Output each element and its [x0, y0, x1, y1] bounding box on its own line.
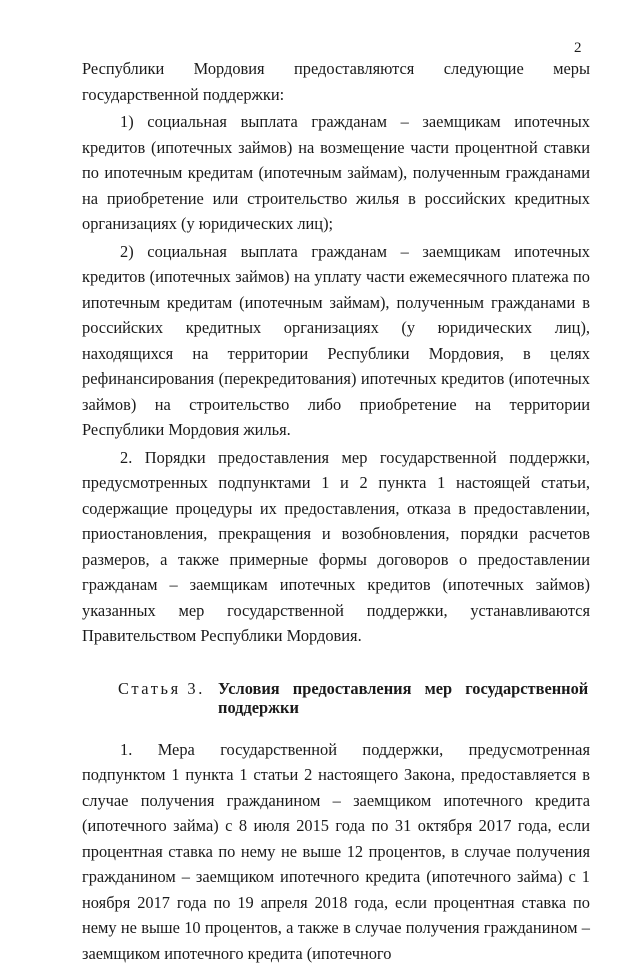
article-title-line-1: Условия предоставления мер государственной: [218, 679, 588, 698]
document-body: [82, 56, 590, 966]
paragraph-item-2: 2. Порядки предоставления мер государственной поддержки, предусмотренных подпунктами 1 и 2 пункта 1 настоящей статьи, содержащие процедуры их предоставления, отказа в предоставлении, приостановления, прекращения и возобновления, порядки расчетов размеров, а также примерные формы договоров о предоставлении гражданам – заемщикам ипотечных кредитов (ипотечных займов) указанных мер государственной поддержки, устанавливаются Правительством Республики Мордовия.: [82, 445, 590, 649]
article-title: [218, 679, 590, 717]
paragraph-subitem-1: 1) социальная выплата гражданам – заемщикам ипотечных кредитов (ипотечных займов) на возмещение части процентной ставки по ипотечным кредитам (ипотечным займам), полученным гражданами на приобретение или строительство жилья в российских кредитных организациях (у юридических лиц);: [82, 109, 590, 237]
paragraph-continuation: Республики Мордовия предоставляются следующие меры государственной поддержки:: [82, 56, 590, 107]
paragraph-article3-item-1: 1. Мера государственной поддержки, предусмотренная подпунктом 1 пункта 1 статьи 2 настоящего Закона, предоставляется в случае получения гражданином – заемщиком ипотечного кредита (ипотечного займа) с 8 июля 2015 года по 31 октября 2017 года, если процентная ставка по нему не выше 12 процентов, в случае получения гражданином – заемщиком ипотечного кредита (ипотечного займа) с 1 ноября 2017 года по 19 апреля 2018 года, если процентная ставка по нему не выше 10 процентов, а также в случае получения гражданином – заемщиком ипотечного кредита (ипотечного: [82, 737, 590, 966]
article-label: Статья 3.: [118, 679, 205, 698]
article-heading: [82, 679, 590, 723]
paragraph-subitem-2: 2) социальная выплата гражданам – заемщикам ипотечных кредитов (ипотечных займов) на уплату части ежемесячного платежа по ипотечным кредитам (ипотечным займам), полученным гражданами в российских кредитных организациях (у юридических лиц), находящихся на территории Республики Мордовия, в целях рефинансирования (перекредитования) ипотечных кредитов (ипотечных займов) на строительство либо приобретение на территории Республики Мордовия жилья.: [82, 239, 590, 443]
page-number: 2: [574, 40, 582, 57]
article-title-line-2: поддержки: [218, 698, 299, 717]
